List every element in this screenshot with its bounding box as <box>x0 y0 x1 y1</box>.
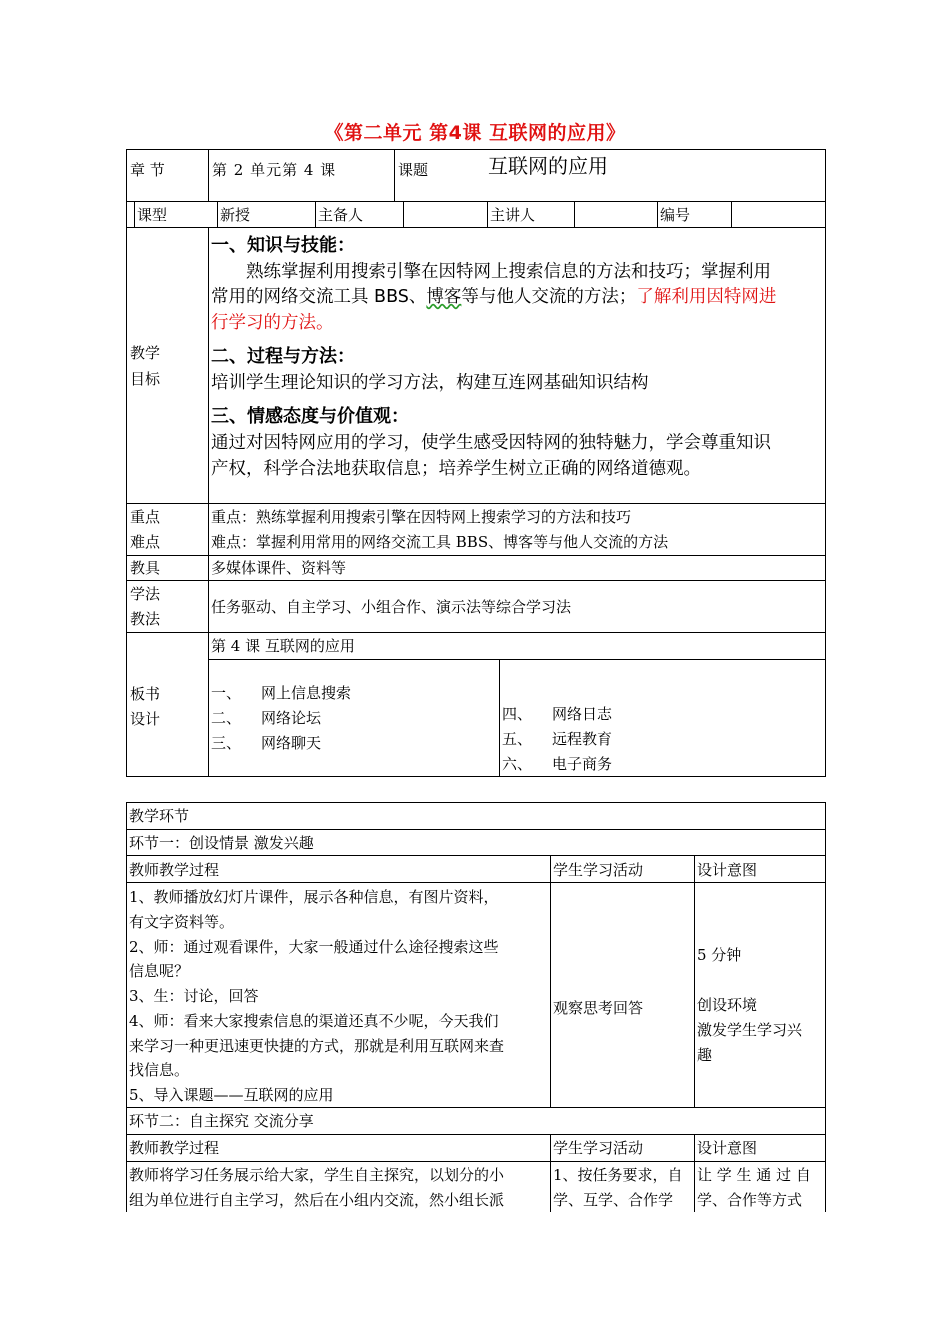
divider <box>208 227 209 777</box>
divider <box>499 659 500 777</box>
divider <box>550 1134 551 1212</box>
board-item: 三、 网络聊天 <box>211 734 322 752</box>
board-label: 板书 <box>130 685 161 703</box>
divider <box>126 632 826 633</box>
divider <box>126 1107 826 1108</box>
tools-label: 教具 <box>130 559 161 577</box>
teacher-step: 1、教师播放幻灯片课件，展示各种信息，有图片资料， <box>129 888 499 906</box>
col-teacher: 教师教学过程 <box>129 1139 220 1157</box>
divider <box>126 580 826 581</box>
divider <box>126 802 127 1212</box>
key-label: 重点 <box>130 508 161 526</box>
key-label: 难点 <box>130 533 161 551</box>
topic-value: 互联网的应用 <box>488 154 608 178</box>
board-item: 四、 网络日志 <box>502 705 613 723</box>
chapter-label: 章 节 <box>130 161 165 179</box>
methods-label: 学法 <box>130 585 161 603</box>
design-time: 5 分钟 <box>697 946 742 964</box>
divider <box>825 802 826 1212</box>
student-activity: 1、按任务要求，自 <box>553 1166 683 1184</box>
divider <box>574 201 575 227</box>
divider <box>126 1134 826 1135</box>
board-item: 五、 远程教育 <box>502 730 613 748</box>
divider <box>126 555 826 556</box>
type-value: 新授 <box>220 206 251 224</box>
design-intent: 激发学生学习兴 <box>697 1021 803 1039</box>
divider <box>217 201 218 227</box>
divider <box>126 201 826 202</box>
divider <box>126 829 826 830</box>
teacher-step: 找信息。 <box>129 1061 190 1079</box>
goal-heading-process: 二、过程与方法： <box>211 346 355 367</box>
goal-text: 常用的网络交流工具 BBS、博客等与他人交流的方法；了解利用因特网进 <box>211 287 777 307</box>
difficult-point: 难点：掌握利用常用的网络交流工具 BBS、博客等与他人交流的方法 <box>211 533 669 551</box>
stage-title: 环节二：自主探究 交流分享 <box>129 1112 314 1130</box>
topic-label: 课题 <box>398 161 429 179</box>
student-activity: 学、互学、合作学 <box>553 1191 674 1209</box>
goal-text: 通过对因特网应用的学习，使学生感受因特网的独特魅力，学会尊重知识 <box>211 433 771 453</box>
preparer-label: 主备人 <box>318 206 364 224</box>
col-design: 设计意图 <box>697 861 758 879</box>
divider <box>134 201 135 227</box>
document-title: 《第二单元 第4课 互联网的应用》 <box>324 122 626 144</box>
design-intent: 趣 <box>697 1046 713 1064</box>
goal-text: 培训学生理论知识的学习方法，构建互连网基础知识结构 <box>211 373 649 393</box>
divider <box>126 503 826 504</box>
tools-value: 多媒体课件、资料等 <box>211 559 347 577</box>
divider <box>550 855 551 1107</box>
divider <box>657 201 658 227</box>
methods-label: 教法 <box>130 610 161 628</box>
divider <box>731 201 732 227</box>
divider <box>126 1161 826 1162</box>
board-item: 六、 电子商务 <box>502 755 613 773</box>
col-design: 设计意图 <box>697 1139 758 1157</box>
goals-label: 教学 <box>130 344 161 362</box>
divider <box>487 201 488 227</box>
divider <box>126 882 826 883</box>
col-student: 学生学习活动 <box>553 861 644 879</box>
teacher-step: 5、导入课题——互联网的应用 <box>129 1086 334 1104</box>
goal-text: 行学习的方法。 <box>211 313 334 333</box>
divider <box>126 227 826 228</box>
stage-title: 环节一：创设情景 激发兴趣 <box>129 834 314 852</box>
key-point: 重点：熟练掌握利用搜索引擎在因特网上搜索学习的方法和技巧 <box>211 508 632 526</box>
teacher-step: 3、生：讨论，回答 <box>129 987 259 1005</box>
design-intent: 创设环境 <box>697 996 758 1014</box>
col-student: 学生学习活动 <box>553 1139 644 1157</box>
student-activity: 观察思考回答 <box>553 999 644 1017</box>
teacher-step: 组为单位进行自主学习，然后在小组内交流，然小组长派 <box>129 1191 505 1209</box>
col-teacher: 教师教学过程 <box>129 861 220 879</box>
teacher-step: 信息呢？ <box>129 962 190 980</box>
goals-label: 目标 <box>130 370 161 388</box>
teacher-step: 4、师：看来大家搜索信息的渠道还真不少呢，今天我们 <box>129 1012 499 1030</box>
divider <box>208 149 209 201</box>
teacher-step: 2、师：通过观看课件，大家一般通过什么途径搜索这些 <box>129 938 499 956</box>
number-label: 编号 <box>660 206 691 224</box>
design-intent: 让 学 生 通 过 自 <box>697 1166 811 1184</box>
board-item: 二、 网络论坛 <box>211 709 322 727</box>
chapter-value: 第 2 单元第 4 课 <box>212 161 337 179</box>
goal-heading-knowledge: 一、知识与技能： <box>211 235 355 256</box>
goal-text: 产权，科学合法地获取信息；培养学生树立正确的网络道德观。 <box>211 459 701 479</box>
divider <box>208 659 826 660</box>
divider <box>126 855 826 856</box>
goal-heading-attitude: 三、情感态度与价值观： <box>211 406 409 427</box>
type-label: 课型 <box>137 206 168 224</box>
divider <box>126 802 826 803</box>
goal-text: 熟练掌握利用搜索引擎在因特网上搜索信息的方法和技巧；掌握利用 <box>246 262 771 282</box>
board-heading: 第 4 课 互联网的应用 <box>211 637 355 655</box>
divider <box>403 201 404 227</box>
lecturer-label: 主讲人 <box>490 206 536 224</box>
divider <box>394 149 395 201</box>
board-label: 设计 <box>130 710 161 728</box>
teacher-step: 教师将学习任务展示给大家，学生自主探究，以划分的小 <box>129 1166 505 1184</box>
divider <box>315 201 316 227</box>
process-header: 教学环节 <box>129 807 190 825</box>
divider <box>694 855 695 1107</box>
teacher-step: 来学习一种更迅速更快捷的方式，那就是利用互联网来查 <box>129 1037 505 1055</box>
teacher-step: 有文字资料等。 <box>129 913 235 931</box>
divider <box>694 1134 695 1212</box>
board-item: 一、 网上信息搜索 <box>211 684 352 702</box>
methods-value: 任务驱动、自主学习、小组合作、演示法等综合学习法 <box>211 598 572 616</box>
design-intent: 学、合作等方式 <box>697 1191 803 1209</box>
